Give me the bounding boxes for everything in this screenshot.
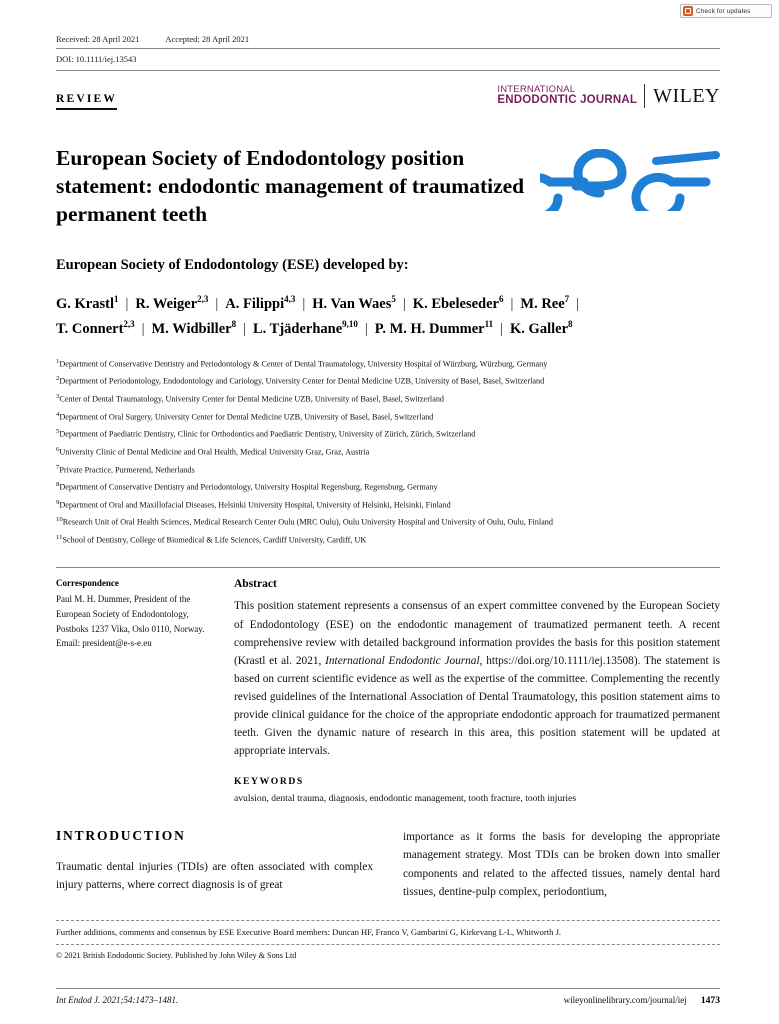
abstract-text: This position statement represents a consensus of an expert committee convened by the European Society of Endodontology (ESE) on the endodontic management of traumatized permanent teeth. A recent comprehensive review with detailed background information provides the basis for this position statement (Krastl et al. 2021, International Endodontic Journal, https://doi.org/10.1111/iej.13508). The statement is based on current scientific evidence as well as the expertise of the committee. Complementing the recently revised guidelines of the International Association of Dental Traumatology, this position statement aims to provide clinical guidance for the choice of the appropriate endodontic approach for traumatized permanent teeth. Given the dynamic nature of research in this area, this position statement will be updated at appropriate intervals. <box>234 600 720 757</box>
abstract-block <box>234 578 720 804</box>
correspondence-text: Paul M. H. Dummer, President of the European Society of Endodontology, Postboks 1237 Vika, Oslo 0110, Norway. <box>56 594 205 634</box>
crossmark-icon <box>683 6 693 16</box>
introduction-paragraph-right: importance as it forms the basis for developing the appropriate management strategy. Most TDIs can be broken down into smaller components and related to the affected tissues, namely dental hard tissues, dentine-pulp complex, periodontium, <box>403 831 720 898</box>
author-item: H. Van Waes$^5$ <box>312 294 396 312</box>
author-item: A. Filippi$^{4,3}$ <box>225 294 296 312</box>
author-item: M. Ree$^7$ <box>520 294 570 312</box>
introduction-left-column <box>56 828 373 901</box>
page-title: European Society of Endodontology position statement: endodontic management of traumatized permanent teeth <box>56 146 525 226</box>
review-header-row <box>56 79 720 119</box>
author-list: G. Krastl$^1$ | R. Weiger$^{2,3}$ | A. Filippi$^{4,3}$ | H. Van Waes$^5$ | K. Ebeleseder$^6$ | M. Ree$^7$ | T. Connert$^{2,3}$ | M. Widbiller$^8$ | L. Tjäderhane$^{9,10}$ | P. M. H. Dummer$^{11}$ | K. Galler$^8$ <box>56 294 580 338</box>
journal-url[interactable]: wileyonlinelibrary.com/journal/iej <box>563 995 687 1005</box>
affiliation-item: $^8$Department of Conservative Dentistry and Periodontology, University Hospital Regensburg, Regensburg, Germany <box>56 481 438 492</box>
accepted-date: Accepted: 28 April 2021 <box>165 34 250 44</box>
keywords-heading: KEYWORDS <box>234 776 304 787</box>
check-for-updates-badge[interactable] <box>680 4 772 18</box>
footer-notes <box>56 920 720 960</box>
affiliation-item: $^1$Department of Conservative Dentistry and Periodontology & Center of Dental Traumatology, University Hospital of Würzburg, Würzburg, Germany <box>56 357 548 369</box>
author-item: P. M. H. Dummer$^{11}$ <box>374 319 494 338</box>
section-heading-introduction: INTRODUCTION <box>56 828 186 843</box>
page-number: 1473 <box>700 995 720 1006</box>
author-item: R. Weiger$^{2,3}$ <box>135 294 209 312</box>
author-item: K. Ebeleseder$^6$ <box>412 294 504 312</box>
correspondence-abstract-band <box>56 567 720 804</box>
article-type-label: REVIEW <box>56 93 117 110</box>
affiliation-item: $^7$Private Practice, Purmerend, Netherlands <box>56 463 195 475</box>
correspondence-email[interactable]: Email: president@e-s-e.eu <box>56 638 152 649</box>
introduction-paragraph-left: Traumatic dental injuries (TDIs) are often associated with complex injury patterns, where correct diagnosis is of great <box>56 861 373 892</box>
doi-line[interactable]: DOI: 10.1111/iej.13543 <box>56 49 720 71</box>
journal-title-line2: ENDODONTIC JOURNAL <box>497 93 638 106</box>
received-date: Received: 28 April 2021 <box>56 34 140 44</box>
affiliation-item: $^5$Department of Paediatric Dentistry, Clinic for Orthodontics and Paediatric Dentistry, University of Zürich, Zürich, Switzerland <box>56 428 476 439</box>
introduction-section <box>56 828 720 901</box>
journal-logo <box>497 79 720 113</box>
keywords-text: avulsion, dental trauma, diagnosis, endodontic management, tooth fracture, tooth injuries <box>234 793 577 804</box>
citation-line: Int Endod J. 2021;54:1473–1481. <box>56 995 179 1005</box>
developed-by-label: European Society of Endodontology (ESE) developed by: <box>56 257 409 273</box>
author-item: T. Connert$^{2,3}$ <box>56 319 135 338</box>
introduction-right-column <box>403 828 720 901</box>
affiliation-item: $^3$Center of Dental Traumatology, University Center for Dental Medicine UZB, University of Basel, Basel, Switzerland <box>56 393 445 404</box>
correspondence-block <box>56 578 234 804</box>
publisher-logo-label: WILEY <box>653 84 720 107</box>
title-area <box>56 145 720 231</box>
correspondence-heading: Correspondence <box>56 578 119 589</box>
logo-divider <box>644 84 645 108</box>
dates-row <box>56 34 720 49</box>
affiliation-item: $^4$Department of Oral Surgery, University Center for Dental Medicine UZB, University of Basel, Basel, Switzerland <box>56 410 434 422</box>
affiliation-list <box>56 357 720 548</box>
affiliation-item: $^{10}$Research Unit of Oral Health Sciences, Medical Research Center Oulu (MRC Oulu), Oulu University Hospital and University of Oulu, Oulu, Finland <box>56 516 553 528</box>
journal-title-line1: INTERNATIONAL <box>497 84 576 96</box>
affiliation-item: $^9$Department of Oral and Maxillofacial Diseases, Helsinki University Hospital, University of Helsinki, Helsinki, Finland <box>56 498 451 510</box>
check-for-updates-label: Check for updates <box>696 7 751 15</box>
affiliation-item: $^2$Department of Periodontology, Endodontology and Cariology, University Center for Dental Medicine UZB, University of Basel, Basel, Switzerland <box>56 375 545 387</box>
article-frame <box>56 34 720 901</box>
copyright-line: © 2021 British Endodontic Society. Published by John Wiley & Sons Ltd <box>56 951 297 960</box>
journal-title-block <box>497 85 644 106</box>
affiliation-item: $^6$University Clinic of Dental Medicine and Oral Health, Medical University Graz, Graz, Austria <box>56 445 370 457</box>
author-item: K. Galler$^8$ <box>510 319 573 338</box>
author-item: M. Widbiller$^8$ <box>151 319 237 338</box>
author-item: G. Krastl$^1$ <box>56 294 119 312</box>
footer-note: Further additions, comments and consensus by ESE Executive Board members: Duncan HF, Franco V, Gambarini G, Kirkevang L-L, Whitworth J. <box>56 927 562 937</box>
affiliation-item: $^{11}$School of Dentistry, College of Biomedical & Life Sciences, Cardiff University, Cardiff, UK <box>56 534 367 545</box>
author-item: L. Tjäderhane$^{9,10}$ <box>252 319 358 338</box>
footer-bar <box>56 988 720 1006</box>
abstract-heading: Abstract <box>234 578 277 591</box>
ese-logo-icon <box>540 149 722 211</box>
